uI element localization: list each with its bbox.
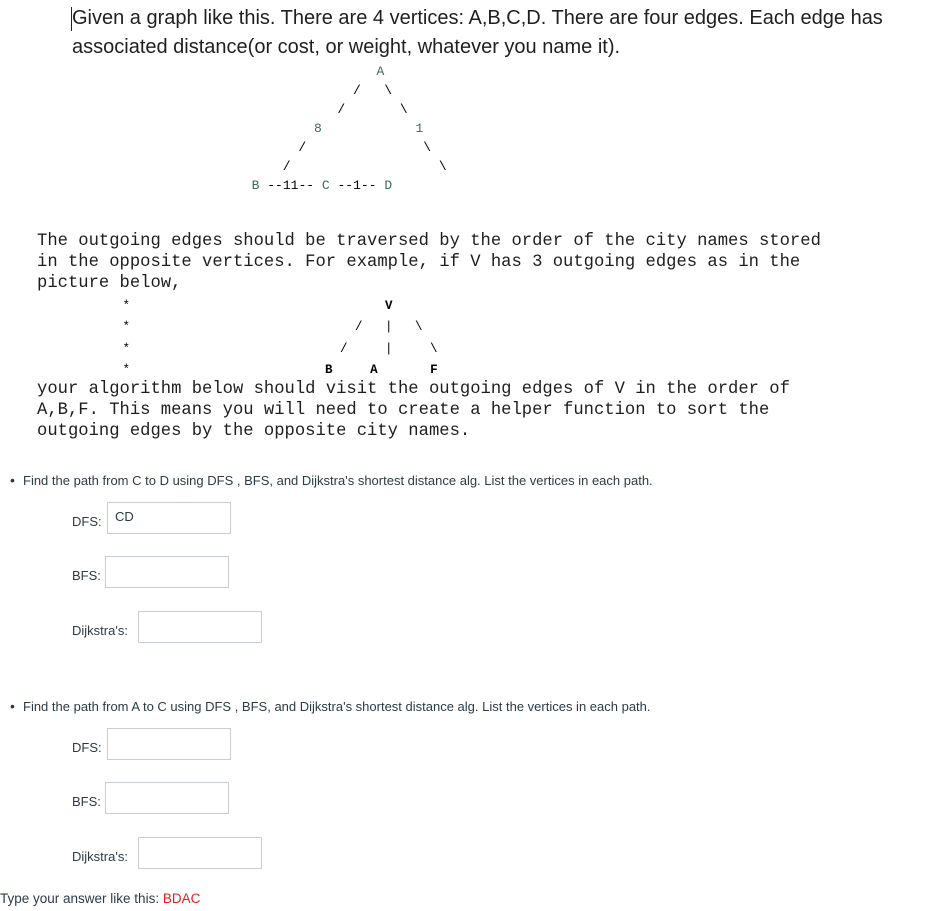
graph-diagram-1: A / \ / \ 8 1 / \ / \ B --11-- C --1-- D <box>251 64 447 193</box>
q1-dijkstra-input[interactable] <box>138 611 262 643</box>
answer-format-hint <box>0 891 200 906</box>
hint-prefix: Type your answer like this: <box>0 891 163 906</box>
question-1-text: Find the path from C to D using DFS , BFS, and Dijkstra's shortest distance alg. List the vertices in each path. <box>23 473 653 488</box>
question-2-text: Find the path from A to C using DFS , BFS, and Dijkstra's shortest distance alg. List the vertices in each path. <box>23 699 651 714</box>
graph-diagram-2: * V * / | \ * / | \ * B A F <box>100 299 438 378</box>
bullet-icon: • <box>10 472 15 488</box>
q1-dfs-input[interactable]: CD <box>107 502 231 534</box>
question-2 <box>10 698 651 714</box>
q2-bfs-input[interactable] <box>105 782 229 814</box>
graph1-edge-cd: --1-- <box>337 178 377 193</box>
graph2-node-b: B <box>325 363 333 378</box>
q1-dfs-label: DFS: <box>72 514 102 529</box>
question-1 <box>10 472 653 488</box>
para1-line-2: in the opposite vertices. For example, if V has 3 outgoing edges as in the <box>37 253 801 272</box>
intro-line-2: associated distance(or cost, or weight, whatever you name it). <box>72 36 621 58</box>
graph1-edge-bc: --11-- <box>267 178 315 193</box>
q2-dfs-input[interactable] <box>107 728 231 760</box>
para2-line-3: outgoing edges by the opposite city names. <box>37 422 471 441</box>
bullet-icon: • <box>10 698 15 714</box>
para2-line-1: your algorithm below should visit the outgoing edges of V in the order of <box>37 380 790 399</box>
q2-bfs-label: BFS: <box>72 794 101 809</box>
q1-bfs-label: BFS: <box>72 568 101 583</box>
graph2-node-a: A <box>370 363 378 378</box>
intro-line-1: Given a graph like this. There are 4 vertices: A,B,C,D. There are four edges. Each edge has <box>72 7 883 29</box>
q1-bfs-input[interactable] <box>105 556 229 588</box>
hint-example: BDAC <box>162 891 201 906</box>
intro-text <box>72 4 883 62</box>
q2-dfs-label: DFS: <box>72 740 102 755</box>
para2-line-2: A,B,F. This means you will need to create a helper function to sort the <box>37 401 770 420</box>
q2-dijkstra-input[interactable] <box>138 837 262 869</box>
graph2-node-f: F <box>430 363 438 378</box>
paragraph-2 <box>37 379 790 442</box>
para1-line-1: The outgoing edges should be traversed by the order of the city names stored <box>37 232 821 251</box>
graph1-weight-right: 1 <box>415 121 424 136</box>
graph1-node-b: B <box>251 178 260 193</box>
graph1-node-d: D <box>384 178 393 193</box>
graph1-node-top: A <box>376 64 385 79</box>
q2-dijkstra-label: Dijkstra's: <box>72 849 128 864</box>
q1-dijkstra-label: Dijkstra's: <box>72 623 128 638</box>
graph2-node-v: V <box>385 299 393 313</box>
graph1-node-c: C <box>321 178 330 193</box>
graph1-weight-left: 8 <box>314 121 322 136</box>
para1-line-3: picture below, <box>37 274 182 293</box>
paragraph-1 <box>37 231 821 294</box>
